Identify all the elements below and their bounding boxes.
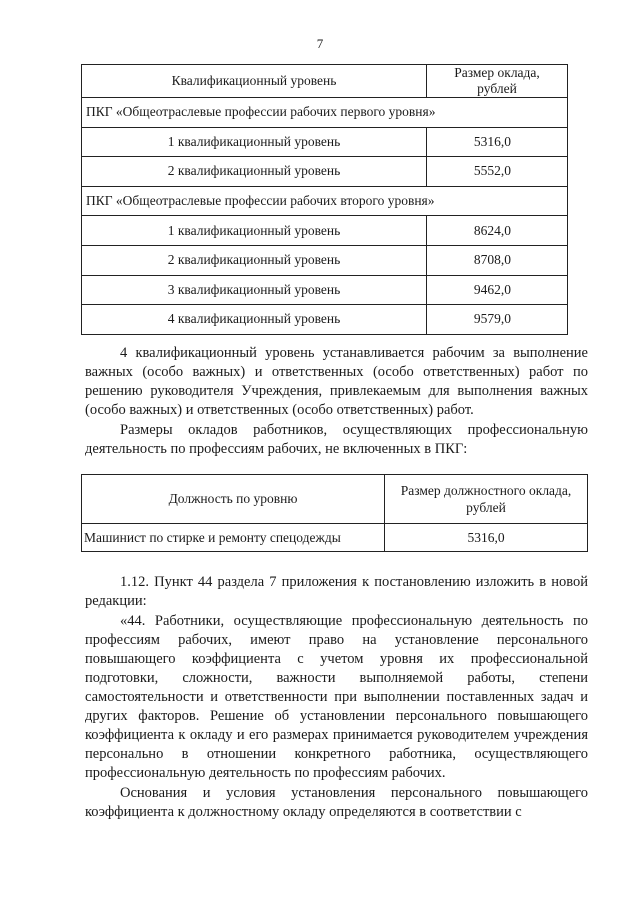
level-cell: 1 квалификационный уровень: [82, 127, 427, 157]
paragraph-grounds: Основания и условия установления персонального повышающего коэффициента к должностному окладу определяются в соответствии с: [85, 785, 588, 820]
paragraph-non-pkg-intro: Размеры окладов работников, осуществляющих профессиональную деятельность по профессиям рабочих, не включенных в ПКГ:: [85, 422, 588, 457]
paragraph-item-44: «44. Работники, осуществляющие профессиональную деятельность по профессиям рабочих, имеют право на установление персонального повышающего коэффициента с учетом уровня их профессиональной подготовки, сложности, важности выполняемой работы, степени самостоятельности и ответственности при выполнении поставленных задач и других факторов. Решение об установлении персонального повышающего коэффициента к окладу и его размерах принимается руководителем учреждения персонально в отношении конкретного работника, осуществляющего профессиональную деятельность по профессиям рабочих.: [85, 613, 588, 781]
group-row: [82, 98, 568, 128]
table-row: [82, 524, 588, 552]
table-header-row: [82, 475, 588, 524]
salary-cell: 5552,0: [427, 157, 568, 187]
header-salary: Размер оклада, рублей: [427, 65, 568, 98]
table-header-row: [82, 65, 568, 98]
salary-cell: 8624,0: [427, 216, 568, 246]
header-level: Квалификационный уровень: [82, 65, 427, 98]
level-cell: 1 квалификационный уровень: [82, 216, 427, 246]
table-row: [82, 157, 568, 187]
header-position: Должность по уровню: [82, 475, 385, 524]
paragraph-item-1-12: 1.12. Пункт 44 раздела 7 приложения к постановлению изложить в новой редакции:: [85, 574, 588, 609]
level-cell: 2 квалификационный уровень: [82, 245, 427, 275]
group-row: [82, 186, 568, 216]
paragraph-level4-note: 4 квалификационный уровень устанавливается рабочим за выполнение важных (особо важных) и ответственных (особо ответственных) работ по решению руководителя Учреждения, привлекаемым для выполнения важных (особо важных) и ответственных (особо ответственных) работ.: [85, 345, 588, 418]
table-row: [82, 275, 568, 305]
salary-table-positions: [81, 474, 588, 552]
position-cell: Машинист по стирке и ремонту спецодежды: [82, 524, 385, 552]
table-row: [82, 127, 568, 157]
salary-cell: 8708,0: [427, 245, 568, 275]
salary-table-workers: [81, 64, 568, 335]
level-cell: 2 квалификационный уровень: [82, 157, 427, 187]
salary-cell: 9462,0: [427, 275, 568, 305]
group-title: ПКГ «Общеотраслевые профессии рабочих первого уровня»: [82, 98, 568, 128]
level-cell: 4 квалификационный уровень: [82, 305, 427, 335]
salary-cell: 9579,0: [427, 305, 568, 335]
table-row: [82, 216, 568, 246]
level-cell: 3 квалификационный уровень: [82, 275, 427, 305]
salary-cell: 5316,0: [427, 127, 568, 157]
table-row: [82, 305, 568, 335]
group-title: ПКГ «Общеотраслевые профессии рабочих второго уровня»: [82, 186, 568, 216]
table-row: [82, 245, 568, 275]
header-salary: Размер должностного оклада, рублей: [385, 475, 588, 524]
page-number: 7: [316, 36, 324, 51]
salary-cell: 5316,0: [385, 524, 588, 552]
